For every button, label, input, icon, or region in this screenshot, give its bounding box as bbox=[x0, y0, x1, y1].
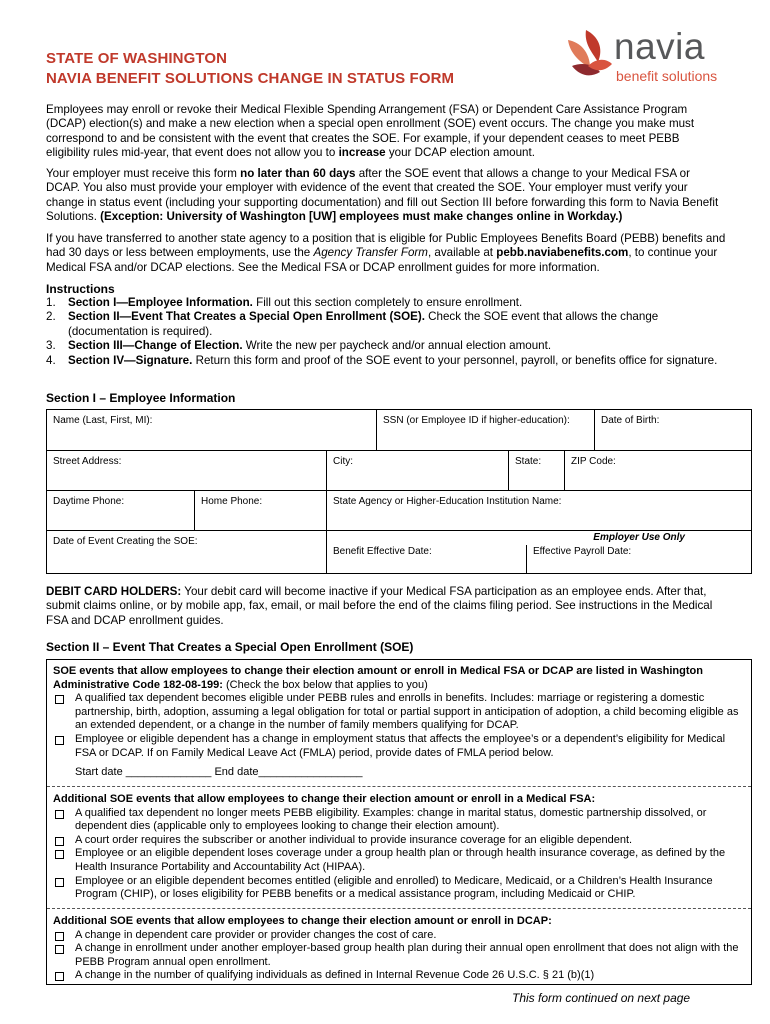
name-field[interactable] bbox=[47, 410, 377, 451]
employee-info-grid bbox=[46, 409, 752, 574]
instruction-number: 1. bbox=[46, 296, 56, 309]
fsa-item[interactable] bbox=[53, 875, 745, 902]
intro-p2-text-mid: after the SOE event that allows a change to your Medical FSA or DCAP. You also must provide your employer with evidence of the event that created the SOE. Your employer must verify your change in status event (including your supporting documentation) and fill out Section III before forwarding this form to Navia Benefit Solutions. bbox=[46, 167, 719, 224]
intro-p1-bold: increase bbox=[338, 146, 386, 160]
fmla-dates-line[interactable]: Start date ______________ End date_________________ bbox=[75, 766, 363, 779]
instruction-text: Check the SOE event that allows the change (documentation is required). bbox=[68, 310, 659, 338]
continued-note: This form continued on next page bbox=[512, 991, 691, 1005]
instruction-title: Section I—Employee Information. bbox=[68, 296, 253, 309]
fsa-item-text: Employee or an eligible dependent becomes entitled (eligible and enrolled) to Medicare, Medicaid, or a Children’s Health Insurance Program (CHIP), or loses eligibility for PEBB benefits or a medical assistance program, including Medicaid or CHIP. bbox=[75, 874, 713, 901]
instruction-text: Fill out this section completely to ensure enrollment. bbox=[252, 296, 523, 309]
instruction-text: Write the new per paycheck and/or annual election amount. bbox=[242, 339, 552, 353]
soe-intro-bold: SOE events that allow employees to change their election amount or enroll in Medical FSA or DCAP are listed in Washington Administrative Code 182-08-199: bbox=[53, 665, 703, 691]
pebb-navia-link[interactable]: pebb.naviabenefits.com bbox=[496, 246, 629, 260]
fsa-item-text: A court order requires the subscriber or another individual to provide insurance coverage for an eligible dependent. bbox=[75, 833, 633, 846]
checkbox[interactable] bbox=[55, 850, 64, 859]
payroll-date-label: Effective Payroll Date: bbox=[533, 546, 632, 557]
checkbox[interactable] bbox=[55, 932, 64, 941]
dcap-item-text: A change in enrollment under another employer-based group health plan during their annual open enrollment that does not align with the PEBB Program annual open enrollment. bbox=[75, 942, 739, 968]
intro-p2-bold: no later than 60 days bbox=[240, 167, 356, 180]
employer-use-label: Employer Use Only bbox=[593, 532, 685, 543]
ssn-field[interactable] bbox=[377, 410, 595, 451]
instruction-item bbox=[46, 296, 726, 310]
name-label: Name (Last, First, MI): bbox=[53, 415, 153, 426]
benefit-date-label: Benefit Effective Date: bbox=[333, 546, 432, 557]
dcap-item[interactable] bbox=[53, 942, 745, 969]
soe-fsa-group bbox=[47, 786, 751, 902]
fsa-item[interactable] bbox=[53, 834, 745, 848]
city-label: City: bbox=[333, 456, 353, 467]
form-title: NAVIA BENEFIT SOLUTIONS CHANGE IN STATUS FORM bbox=[46, 70, 455, 87]
city-field[interactable] bbox=[327, 451, 509, 491]
dcap-item[interactable] bbox=[53, 929, 745, 943]
instructions-list bbox=[46, 296, 726, 368]
state-field[interactable] bbox=[509, 451, 565, 491]
daytime-phone-field[interactable] bbox=[47, 491, 195, 531]
instruction-number: 4. bbox=[46, 353, 56, 367]
checkbox[interactable] bbox=[55, 810, 64, 819]
instruction-title: Section II—Event That Creates a Special Open Enrollment (SOE). bbox=[68, 310, 425, 324]
ssn-label: SSN (or Employee ID if higher-education): bbox=[383, 415, 570, 426]
soe-dcap-group bbox=[47, 908, 751, 983]
fsa-heading: Additional SOE events that allow employees to change their election amount or enroll in a Medical FSA: bbox=[53, 793, 596, 805]
instruction-text: Return this form and proof of the SOE event to your personnel, payroll, or benefits office for signature. bbox=[192, 353, 718, 367]
employer-use-header bbox=[327, 531, 751, 545]
soe-events-box bbox=[46, 659, 752, 985]
checkbox[interactable] bbox=[55, 972, 64, 981]
debit-card-notice bbox=[46, 585, 726, 628]
dcap-item-text: A change in the number of qualifying individuals as defined in Internal Revenue Code 26 U.S.C. § 21 (b)(1) bbox=[75, 969, 595, 982]
instruction-item bbox=[46, 339, 726, 353]
soe-item-text: Employee or eligible dependent has a change in employment status that affects the employee’s or a dependent’s eligibility for Medical FSA or DCAP. If on Family Medical Leave Act (FMLA) period, provide dates of FMLA period below. bbox=[75, 732, 726, 759]
form-title-state: STATE OF WASHINGTON bbox=[46, 50, 228, 67]
soe-both-group bbox=[47, 665, 751, 780]
street-address-field[interactable] bbox=[47, 451, 327, 491]
section2-heading: Section II – Event That Creates a Special Open Enrollment (SOE) bbox=[46, 640, 414, 654]
dcap-item-text: A change in dependent care provider or provider changes the cost of care. bbox=[75, 928, 437, 941]
zip-field[interactable] bbox=[565, 451, 751, 491]
zip-label: ZIP Code: bbox=[571, 456, 616, 467]
agency-label: State Agency or Higher-Education Institution Name: bbox=[333, 496, 562, 507]
instruction-item bbox=[46, 354, 726, 368]
debit-card-text: Your debit card will become inactive if your Medical FSA participation as an employee ends. After that, submit claims online, or by mobile app, fax, email, or mail before the end of the claims filing period. See instructions in the Medical FSA and DCAP enrollment guides. bbox=[46, 585, 713, 627]
benefit-effective-date-field[interactable] bbox=[327, 545, 527, 573]
instruction-item bbox=[46, 310, 726, 339]
logo-wordmark: navia bbox=[614, 26, 705, 67]
intro-paragraph-2 bbox=[46, 167, 726, 225]
fsa-item-text: A qualified tax dependent no longer meets PEBB eligibility. Examples: change in marital status, domestic partnership dissolved, or dependent dies (applicable only to employees looking to change their election amount). bbox=[75, 806, 707, 833]
instruction-number: 2. bbox=[46, 310, 56, 324]
intro-p3-text-end: , to continue your Medical FSA and/or DCAP elections. See the Medical FSA or DCAP enrollment guides for more information. bbox=[46, 246, 718, 274]
fsa-item[interactable] bbox=[53, 847, 745, 874]
dob-field[interactable] bbox=[595, 410, 751, 451]
soe-both-item[interactable] bbox=[53, 692, 745, 733]
payroll-date-field[interactable] bbox=[527, 545, 751, 573]
home-phone-label: Home Phone: bbox=[201, 496, 263, 507]
dcap-item[interactable] bbox=[53, 969, 745, 983]
instructions-heading: Instructions bbox=[46, 282, 115, 296]
checkbox[interactable] bbox=[55, 736, 64, 745]
agency-transfer-form-ref: Agency Transfer Form bbox=[313, 246, 428, 260]
intro-p2-text: Your employer must receive this form bbox=[46, 167, 241, 180]
intro-p3-text: If you have transferred to another state agency to a position that is eligible for Public Employees Benefits Board (PEBB) benefits and had 30 days or less between employments, use the bbox=[46, 232, 726, 260]
daytime-phone-label: Daytime Phone: bbox=[53, 496, 125, 507]
intro-paragraph-1 bbox=[46, 103, 726, 161]
instruction-title: Section III—Change of Election. bbox=[68, 339, 243, 353]
debit-card-heading: DEBIT CARD HOLDERS: bbox=[46, 585, 182, 598]
logo-tagline: benefit solutions bbox=[616, 68, 718, 84]
checkbox[interactable] bbox=[55, 695, 64, 704]
intro-p1-text-end: your DCAP election amount. bbox=[385, 146, 535, 160]
soe-intro-text: (Check the box below that applies to you) bbox=[222, 678, 428, 691]
navia-logo bbox=[558, 18, 728, 88]
home-phone-field[interactable] bbox=[195, 491, 327, 531]
section1-heading: Section I – Employee Information bbox=[46, 391, 236, 405]
intro-p3-text-mid: , available at bbox=[427, 246, 497, 260]
intro-paragraph-3 bbox=[46, 232, 726, 275]
instruction-number: 3. bbox=[46, 339, 56, 353]
dcap-heading: Additional SOE events that allow employees to change their election amount or enroll in DCAP: bbox=[53, 915, 552, 927]
agency-name-field[interactable] bbox=[327, 491, 751, 531]
event-date-label: Date of Event Creating the SOE: bbox=[53, 536, 198, 547]
event-date-field[interactable] bbox=[47, 531, 327, 573]
soe-intro bbox=[53, 665, 745, 692]
instruction-title: Section IV—Signature. bbox=[68, 353, 193, 367]
soe-both-item[interactable] bbox=[53, 733, 745, 760]
checkbox[interactable] bbox=[55, 837, 64, 846]
navia-leaf-icon bbox=[558, 22, 614, 86]
fsa-item-text: Employee or an eligible dependent loses coverage under a group health plan or through health insurance coverage, as defined by the Health Insurance Portability and Accountability Act (HIPAA). bbox=[75, 847, 726, 873]
checkbox[interactable] bbox=[55, 878, 64, 887]
intro-p1-text: Employees may enroll or revoke their Medical Flexible Spending Arrangement (FSA) or Dependent Care Assistance Program (DCAP) election(s) and make a new election when a special open enrollment (SOE) event occurs. The change you make must correspond to and be consistent with the event that creates the SOE. For example, if your dependent ceases to meet PEBB eligibility rules mid-year, that event does not allow you to bbox=[46, 103, 695, 160]
fsa-item[interactable] bbox=[53, 807, 745, 834]
state-label: State: bbox=[515, 456, 542, 467]
intro-p2-exception: (Exception: University of Washington [UW] employees must make changes online in Workday.) bbox=[100, 210, 623, 224]
soe-item-text: A qualified tax dependent becomes eligible under PEBB rules and enrolls in benefits. Includes: marriage or registering a domestic partnership, birth, adoption, assuming a legal obligation for total or partial support in anticipation of adoption, a child becoming eligible as an extended dependent, or a change in the number of family members qualifying for DCAP. bbox=[75, 692, 739, 732]
dob-label: Date of Birth: bbox=[601, 415, 660, 426]
checkbox[interactable] bbox=[55, 945, 64, 954]
street-label: Street Address: bbox=[53, 456, 122, 467]
